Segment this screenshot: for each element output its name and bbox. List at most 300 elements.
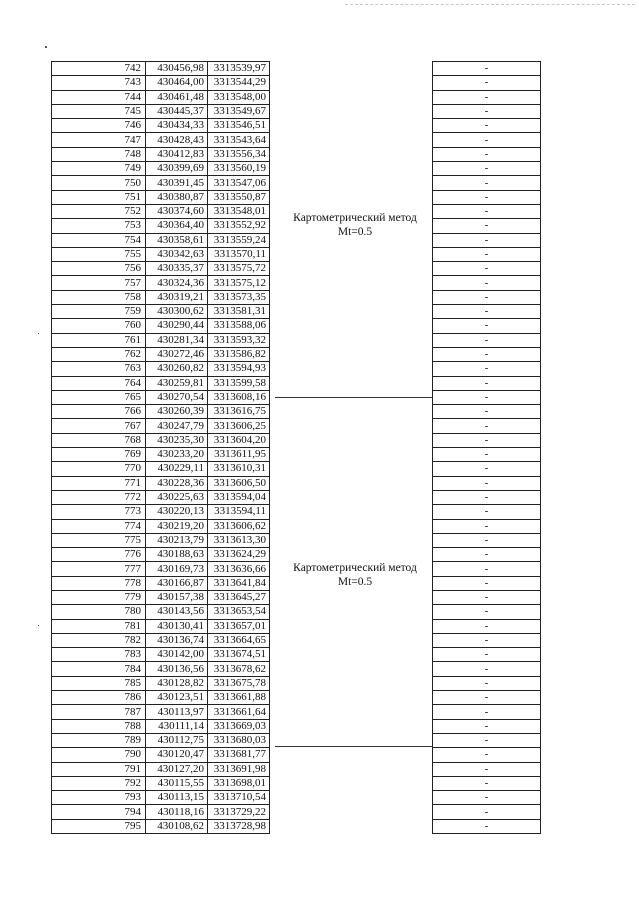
y-coordinate-cell: 3313606,62 <box>208 519 270 533</box>
y-coordinate-cell: 3313594,11 <box>208 505 270 519</box>
x-coordinate-cell: 430272,46 <box>146 347 208 361</box>
error-cell: - <box>433 147 541 161</box>
table-row <box>52 805 270 819</box>
table-row <box>433 490 541 504</box>
point-number-cell: 771 <box>52 476 146 490</box>
y-coordinate-cell: 3313549,67 <box>208 104 270 118</box>
table-row <box>433 619 541 633</box>
x-coordinate-cell: 430335,37 <box>146 262 208 276</box>
table-row <box>433 190 541 204</box>
point-number-cell: 782 <box>52 633 146 647</box>
table-row <box>433 590 541 604</box>
table-row <box>52 590 270 604</box>
y-coordinate-cell: 3313611,95 <box>208 448 270 462</box>
x-coordinate-cell: 430358,61 <box>146 233 208 247</box>
table-row <box>433 290 541 304</box>
table-row <box>433 390 541 404</box>
table-row <box>52 204 270 218</box>
x-coordinate-cell: 430115,55 <box>146 776 208 790</box>
y-coordinate-cell: 3313669,03 <box>208 719 270 733</box>
point-number-cell: 768 <box>52 433 146 447</box>
table-row <box>433 476 541 490</box>
table-row <box>433 748 541 762</box>
error-cell: - <box>433 791 541 805</box>
point-number-cell: 792 <box>52 776 146 790</box>
x-coordinate-cell: 430259,81 <box>146 376 208 390</box>
table-row <box>433 162 541 176</box>
x-coordinate-cell: 430364,40 <box>146 219 208 233</box>
table-row <box>433 362 541 376</box>
y-coordinate-cell: 3313599,58 <box>208 376 270 390</box>
y-coordinate-cell: 3313698,01 <box>208 776 270 790</box>
x-coordinate-cell: 430123,51 <box>146 691 208 705</box>
error-cell: - <box>433 290 541 304</box>
x-coordinate-cell: 430260,82 <box>146 362 208 376</box>
table-row <box>433 333 541 347</box>
table-row <box>52 119 270 133</box>
point-number-cell: 793 <box>52 791 146 805</box>
table-row <box>433 776 541 790</box>
table-row <box>52 104 270 118</box>
x-coordinate-cell: 430434,33 <box>146 119 208 133</box>
coordinates-table-body <box>52 62 270 834</box>
table-row <box>52 619 270 633</box>
error-cell: - <box>433 276 541 290</box>
table-row <box>52 605 270 619</box>
x-coordinate-cell: 430319,21 <box>146 290 208 304</box>
table-row <box>433 791 541 805</box>
y-coordinate-cell: 3313552,92 <box>208 219 270 233</box>
x-coordinate-cell: 430136,56 <box>146 662 208 676</box>
point-number-cell: 788 <box>52 719 146 733</box>
error-cell: - <box>433 662 541 676</box>
y-coordinate-cell: 3313728,98 <box>208 819 270 833</box>
x-coordinate-cell: 430157,38 <box>146 590 208 604</box>
x-coordinate-cell: 430225,63 <box>146 490 208 504</box>
x-coordinate-cell: 430380,87 <box>146 190 208 204</box>
table-row <box>52 405 270 419</box>
table-row <box>52 305 270 319</box>
y-coordinate-cell: 3313573,35 <box>208 290 270 304</box>
x-coordinate-cell: 430464,00 <box>146 76 208 90</box>
y-coordinate-cell: 3313606,25 <box>208 419 270 433</box>
table-row <box>52 719 270 733</box>
error-cell: - <box>433 390 541 404</box>
error-cell: - <box>433 204 541 218</box>
table-row <box>433 762 541 776</box>
x-coordinate-cell: 430235,30 <box>146 433 208 447</box>
table-row <box>433 319 541 333</box>
table-row <box>52 219 270 233</box>
point-number-cell: 754 <box>52 233 146 247</box>
table-row <box>433 305 541 319</box>
y-coordinate-cell: 3313710,54 <box>208 791 270 805</box>
point-number-cell: 756 <box>52 262 146 276</box>
point-number-cell: 785 <box>52 676 146 690</box>
x-coordinate-cell: 430228,36 <box>146 476 208 490</box>
error-column-table <box>432 61 541 834</box>
y-coordinate-cell: 3313680,03 <box>208 733 270 747</box>
x-coordinate-cell: 430142,00 <box>146 648 208 662</box>
table-row <box>433 147 541 161</box>
x-coordinate-cell: 430220,13 <box>146 505 208 519</box>
y-coordinate-cell: 3313559,24 <box>208 233 270 247</box>
point-number-cell: 755 <box>52 247 146 261</box>
table-row <box>433 733 541 747</box>
point-number-cell: 767 <box>52 419 146 433</box>
error-cell: - <box>433 104 541 118</box>
scan-speck <box>45 46 47 48</box>
y-coordinate-cell: 3313675,78 <box>208 676 270 690</box>
method-accuracy: Mt=0.5 <box>337 576 373 588</box>
x-coordinate-cell: 430219,20 <box>146 519 208 533</box>
table-row <box>52 233 270 247</box>
point-number-cell: 745 <box>52 104 146 118</box>
point-number-cell: 759 <box>52 305 146 319</box>
point-number-cell: 775 <box>52 533 146 547</box>
error-cell: - <box>433 62 541 76</box>
table-row <box>52 562 270 576</box>
error-cell: - <box>433 419 541 433</box>
y-coordinate-cell: 3313678,62 <box>208 662 270 676</box>
point-number-cell: 778 <box>52 576 146 590</box>
x-coordinate-cell: 430260,39 <box>146 405 208 419</box>
error-cell: - <box>433 805 541 819</box>
table-row <box>433 247 541 261</box>
x-coordinate-cell: 430120,47 <box>146 748 208 762</box>
table-row <box>433 219 541 233</box>
point-number-cell: 762 <box>52 347 146 361</box>
point-number-cell: 757 <box>52 276 146 290</box>
error-cell: - <box>433 476 541 490</box>
x-coordinate-cell: 430111,14 <box>146 719 208 733</box>
error-cell: - <box>433 548 541 562</box>
y-coordinate-cell: 3313575,72 <box>208 262 270 276</box>
point-number-cell: 761 <box>52 333 146 347</box>
y-coordinate-cell: 3313613,30 <box>208 533 270 547</box>
y-coordinate-cell: 3313594,93 <box>208 362 270 376</box>
error-cell: - <box>433 119 541 133</box>
error-cell: - <box>433 490 541 504</box>
point-number-cell: 784 <box>52 662 146 676</box>
x-coordinate-cell: 430113,15 <box>146 791 208 805</box>
table-row <box>52 662 270 676</box>
y-coordinate-cell: 3313575,12 <box>208 276 270 290</box>
error-cell: - <box>433 76 541 90</box>
method-name: Картометрический метод <box>293 562 417 574</box>
point-number-cell: 772 <box>52 490 146 504</box>
x-coordinate-cell: 430108,62 <box>146 819 208 833</box>
table-row <box>52 147 270 161</box>
y-coordinate-cell: 3313594,04 <box>208 490 270 504</box>
error-cell: - <box>433 648 541 662</box>
error-cell: - <box>433 190 541 204</box>
point-number-cell: 795 <box>52 819 146 833</box>
table-row <box>52 247 270 261</box>
x-coordinate-cell: 430342,63 <box>146 247 208 261</box>
x-coordinate-cell: 430391,45 <box>146 176 208 190</box>
point-number-cell: 794 <box>52 805 146 819</box>
x-coordinate-cell: 430461,48 <box>146 90 208 104</box>
point-number-cell: 747 <box>52 133 146 147</box>
table-row <box>433 176 541 190</box>
y-coordinate-cell: 3313604,20 <box>208 433 270 447</box>
error-cell: - <box>433 776 541 790</box>
x-coordinate-cell: 430118,16 <box>146 805 208 819</box>
error-cell: - <box>433 676 541 690</box>
table-row <box>433 90 541 104</box>
y-coordinate-cell: 3313691,98 <box>208 762 270 776</box>
table-row <box>52 691 270 705</box>
point-number-cell: 773 <box>52 505 146 519</box>
scan-edge-rule <box>345 4 635 5</box>
error-cell: - <box>433 619 541 633</box>
error-cell: - <box>433 262 541 276</box>
group-separator <box>275 746 432 747</box>
point-number-cell: 743 <box>52 76 146 90</box>
error-cell: - <box>433 333 541 347</box>
table-row <box>433 462 541 476</box>
y-coordinate-cell: 3313556,34 <box>208 147 270 161</box>
table-row <box>433 419 541 433</box>
table-row <box>433 448 541 462</box>
y-coordinate-cell: 3313539,97 <box>208 62 270 76</box>
y-coordinate-cell: 3313610,31 <box>208 462 270 476</box>
table-row <box>52 133 270 147</box>
table-row <box>433 719 541 733</box>
x-coordinate-cell: 430290,44 <box>146 319 208 333</box>
error-cell: - <box>433 347 541 361</box>
x-coordinate-cell: 430136,74 <box>146 633 208 647</box>
y-coordinate-cell: 3313581,31 <box>208 305 270 319</box>
table-row <box>52 448 270 462</box>
table-row <box>52 62 270 76</box>
table-row <box>433 691 541 705</box>
table-row <box>52 347 270 361</box>
table-row <box>433 533 541 547</box>
group-separator <box>275 397 432 398</box>
error-cell: - <box>433 133 541 147</box>
error-cell: - <box>433 719 541 733</box>
table-row <box>52 262 270 276</box>
method-accuracy: Mt=0.5 <box>337 226 373 238</box>
table-row <box>52 376 270 390</box>
error-cell: - <box>433 247 541 261</box>
y-coordinate-cell: 3313550,87 <box>208 190 270 204</box>
table-row <box>52 533 270 547</box>
y-coordinate-cell: 3313729,22 <box>208 805 270 819</box>
table-row <box>52 476 270 490</box>
error-cell: - <box>433 533 541 547</box>
point-number-cell: 742 <box>52 62 146 76</box>
x-coordinate-cell: 430445,37 <box>146 104 208 118</box>
table-row <box>52 490 270 504</box>
table-row <box>433 576 541 590</box>
x-coordinate-cell: 430270,54 <box>146 390 208 404</box>
y-coordinate-cell: 3313608,16 <box>208 390 270 404</box>
table-row <box>52 548 270 562</box>
error-cell: - <box>433 562 541 576</box>
table-row <box>433 662 541 676</box>
point-number-cell: 752 <box>52 204 146 218</box>
point-number-cell: 780 <box>52 605 146 619</box>
point-number-cell: 783 <box>52 648 146 662</box>
error-cell: - <box>433 748 541 762</box>
table-row <box>52 319 270 333</box>
point-number-cell: 790 <box>52 748 146 762</box>
table-row <box>52 362 270 376</box>
error-cell: - <box>433 448 541 462</box>
y-coordinate-cell: 3313544,29 <box>208 76 270 90</box>
x-coordinate-cell: 430247,79 <box>146 419 208 433</box>
y-coordinate-cell: 3313657,01 <box>208 619 270 633</box>
y-coordinate-cell: 3313681,77 <box>208 748 270 762</box>
table-row <box>433 62 541 76</box>
error-cell: - <box>433 819 541 833</box>
table-row <box>433 347 541 361</box>
table-row <box>433 548 541 562</box>
error-cell: - <box>433 362 541 376</box>
table-row <box>433 633 541 647</box>
table-row <box>433 104 541 118</box>
table-row <box>52 162 270 176</box>
table-row <box>52 276 270 290</box>
point-number-cell: 770 <box>52 462 146 476</box>
y-coordinate-cell: 3313624,29 <box>208 548 270 562</box>
point-number-cell: 766 <box>52 405 146 419</box>
table-row <box>52 290 270 304</box>
y-coordinate-cell: 3313548,01 <box>208 204 270 218</box>
y-coordinate-cell: 3313548,00 <box>208 90 270 104</box>
table-row <box>52 90 270 104</box>
table-row <box>52 505 270 519</box>
table-row <box>52 791 270 805</box>
x-coordinate-cell: 430428,43 <box>146 133 208 147</box>
x-coordinate-cell: 430169,73 <box>146 562 208 576</box>
table-row <box>52 819 270 833</box>
table-row <box>433 119 541 133</box>
table-row <box>433 805 541 819</box>
table-row <box>52 748 270 762</box>
error-cell: - <box>433 505 541 519</box>
x-coordinate-cell: 430213,79 <box>146 533 208 547</box>
y-coordinate-cell: 3313606,50 <box>208 476 270 490</box>
x-coordinate-cell: 430113,97 <box>146 705 208 719</box>
y-coordinate-cell: 3313674,51 <box>208 648 270 662</box>
error-cell: - <box>433 176 541 190</box>
table-row <box>433 819 541 833</box>
table-row <box>52 333 270 347</box>
point-number-cell: 789 <box>52 733 146 747</box>
table-row <box>52 576 270 590</box>
point-number-cell: 746 <box>52 119 146 133</box>
table-row <box>433 648 541 662</box>
table-row <box>52 390 270 404</box>
table-row <box>433 705 541 719</box>
x-coordinate-cell: 430143,56 <box>146 605 208 619</box>
point-number-cell: 760 <box>52 319 146 333</box>
table-row <box>52 519 270 533</box>
point-number-cell: 749 <box>52 162 146 176</box>
table-row <box>52 462 270 476</box>
point-number-cell: 750 <box>52 176 146 190</box>
x-coordinate-cell: 430300,62 <box>146 305 208 319</box>
point-number-cell: 787 <box>52 705 146 719</box>
table-row <box>433 204 541 218</box>
method-group-1 <box>275 211 435 239</box>
x-coordinate-cell: 430188,63 <box>146 548 208 562</box>
x-coordinate-cell: 430374,60 <box>146 204 208 218</box>
point-number-cell: 774 <box>52 519 146 533</box>
table-row <box>52 676 270 690</box>
error-cell: - <box>433 762 541 776</box>
table-row <box>52 648 270 662</box>
table-row <box>52 733 270 747</box>
coordinates-table <box>51 61 270 834</box>
table-row <box>433 433 541 447</box>
table-row <box>433 519 541 533</box>
x-coordinate-cell: 430324,36 <box>146 276 208 290</box>
point-number-cell: 763 <box>52 362 146 376</box>
point-number-cell: 748 <box>52 147 146 161</box>
point-number-cell: 779 <box>52 590 146 604</box>
x-coordinate-cell: 430281,34 <box>146 333 208 347</box>
table-row <box>52 176 270 190</box>
point-number-cell: 758 <box>52 290 146 304</box>
y-coordinate-cell: 3313547,06 <box>208 176 270 190</box>
y-coordinate-cell: 3313546,51 <box>208 119 270 133</box>
y-coordinate-cell: 3313570,11 <box>208 247 270 261</box>
table-row <box>52 419 270 433</box>
table-row <box>433 76 541 90</box>
x-coordinate-cell: 430229,11 <box>146 462 208 476</box>
x-coordinate-cell: 430130,41 <box>146 619 208 633</box>
table-row <box>433 276 541 290</box>
table-row <box>52 76 270 90</box>
point-number-cell: 786 <box>52 691 146 705</box>
y-coordinate-cell: 3313645,27 <box>208 590 270 604</box>
error-cell: - <box>433 305 541 319</box>
table-row <box>433 262 541 276</box>
error-cell: - <box>433 576 541 590</box>
point-number-cell: 776 <box>52 548 146 562</box>
y-coordinate-cell: 3313664,65 <box>208 633 270 647</box>
error-cell: - <box>433 433 541 447</box>
table-row <box>52 433 270 447</box>
error-cell: - <box>433 733 541 747</box>
point-number-cell: 744 <box>52 90 146 104</box>
table-row <box>433 562 541 576</box>
y-coordinate-cell: 3313653,54 <box>208 605 270 619</box>
error-cell: - <box>433 233 541 247</box>
method-group-2 <box>275 561 435 589</box>
scan-speck <box>38 333 39 334</box>
table-row <box>433 233 541 247</box>
error-cell: - <box>433 590 541 604</box>
table-row <box>52 190 270 204</box>
table-row <box>433 505 541 519</box>
y-coordinate-cell: 3313588,06 <box>208 319 270 333</box>
y-coordinate-cell: 3313616,75 <box>208 405 270 419</box>
x-coordinate-cell: 430233,20 <box>146 448 208 462</box>
error-cell: - <box>433 462 541 476</box>
y-coordinate-cell: 3313661,64 <box>208 705 270 719</box>
table-row <box>433 376 541 390</box>
error-cell: - <box>433 633 541 647</box>
error-cell: - <box>433 219 541 233</box>
x-coordinate-cell: 430128,82 <box>146 676 208 690</box>
table-row <box>433 605 541 619</box>
